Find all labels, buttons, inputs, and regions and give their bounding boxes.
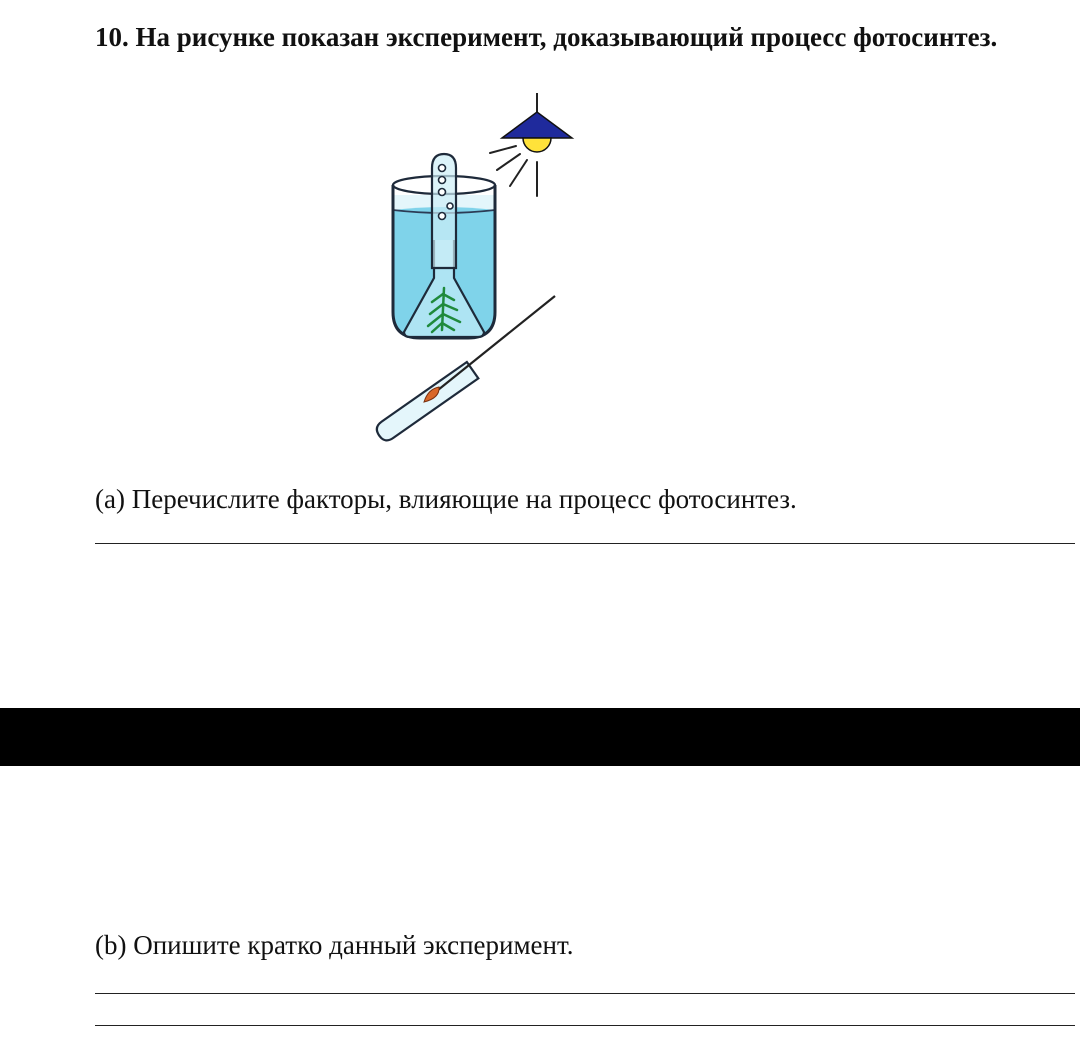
question-part-b-prompt: (b) Опишите кратко данный эксперимент. — [95, 930, 574, 960]
answer-line-b1 — [95, 993, 1075, 994]
answer-line-a — [95, 543, 1075, 544]
question-part-a-prompt: (a) Перечислите факторы, влияющие на процесс фотосинтез. — [95, 484, 797, 514]
question-title: 10. На рисунке показан эксперимент, доказывающий процесс фотосинтез. — [95, 22, 998, 52]
answer-line-b2 — [95, 1025, 1075, 1026]
light-rays-icon — [490, 146, 537, 196]
experiment-figure — [360, 90, 580, 455]
lamp-icon — [502, 93, 572, 152]
redaction-bar — [0, 708, 1080, 766]
